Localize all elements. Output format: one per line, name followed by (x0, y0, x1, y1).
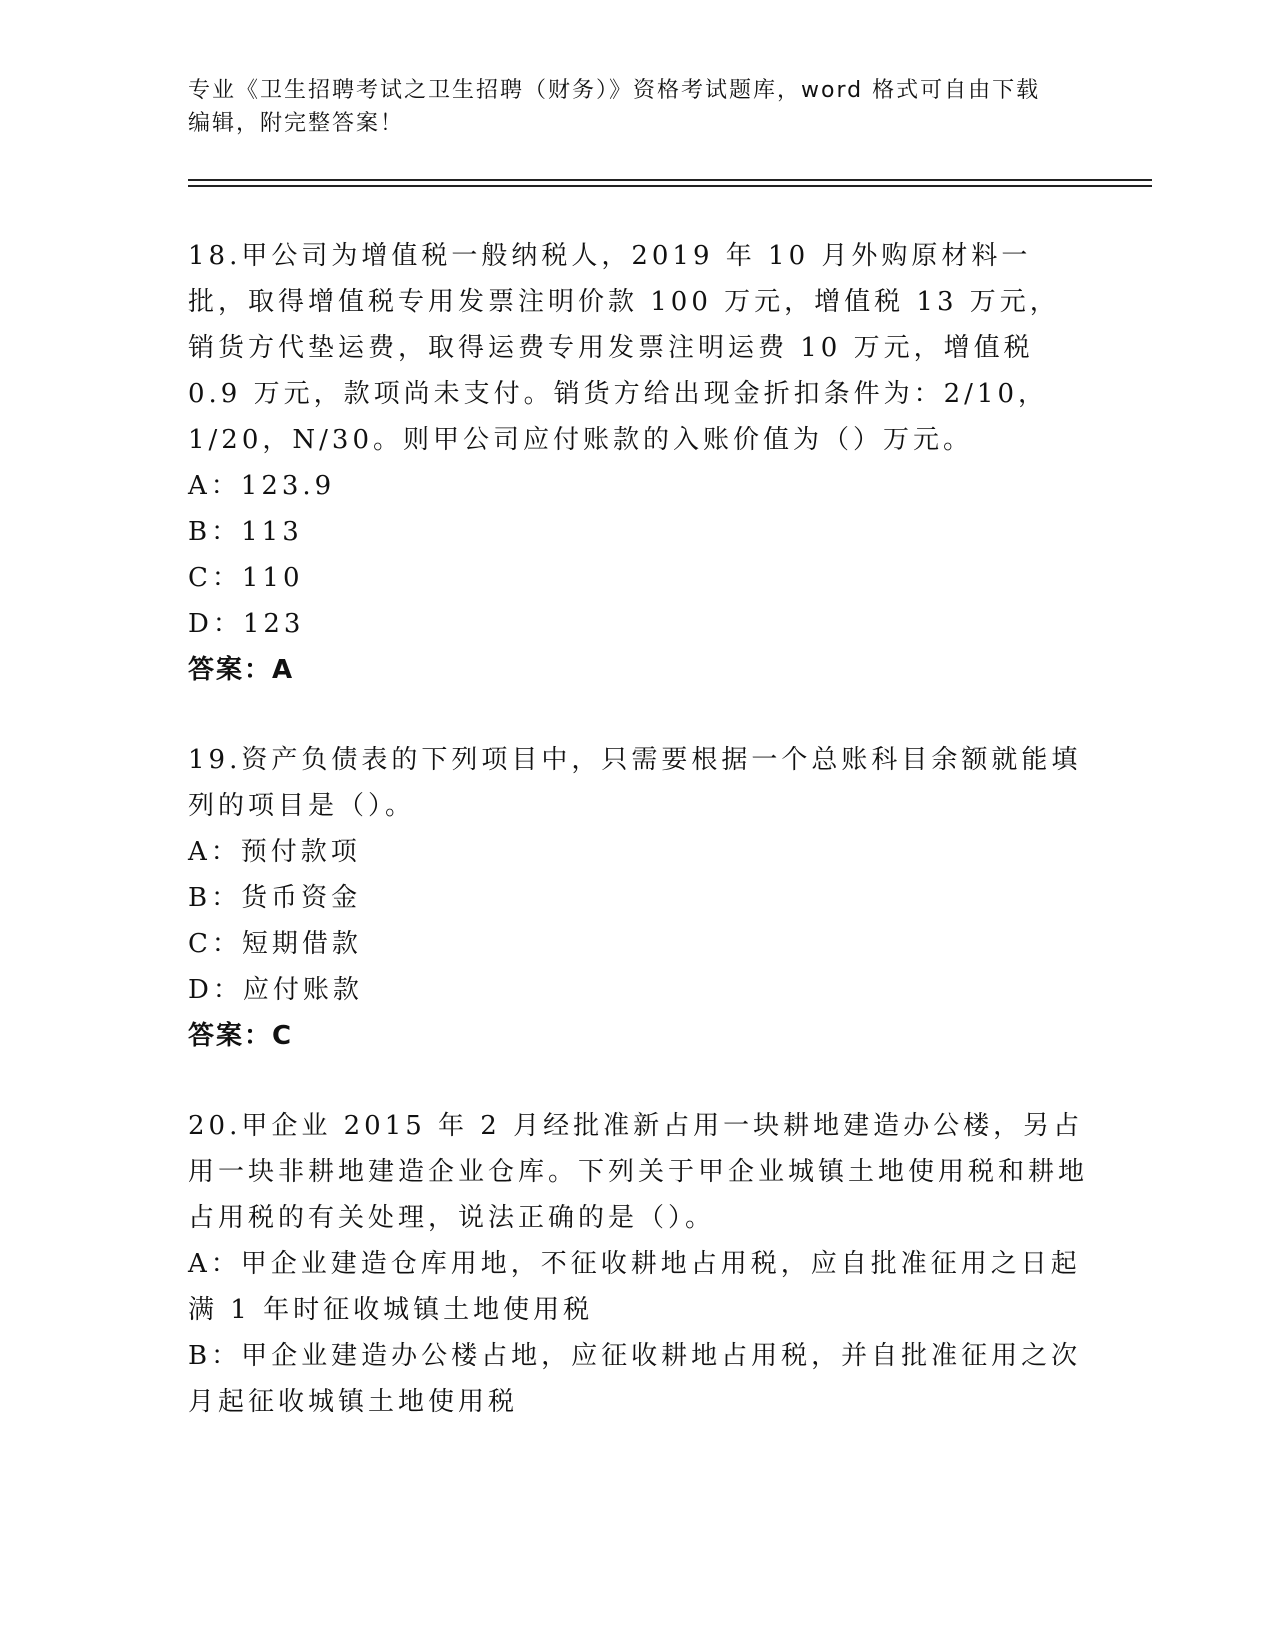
option-a: A：甲企业建造仓库用地，不征收耕地占用税，应自批准征用之日起满 1 年时征收城镇土地使用税 (188, 1249, 1081, 1325)
document-header (188, 74, 1068, 140)
question-18 (188, 233, 1088, 693)
question-20 (188, 1103, 1088, 1425)
header-line-2: 编辑，附完整答案！ (188, 111, 405, 136)
option-a: A：123.9 (188, 471, 336, 501)
header-divider-top (188, 179, 1152, 181)
option-b: B：甲企业建造办公楼占地，应征收耕地占用税，并自批准征用之次月起征收城镇土地使用税 (188, 1341, 1082, 1417)
question-19 (188, 737, 1088, 1059)
option-c: C：110 (188, 563, 304, 593)
question-stem: 20.甲企业 2015 年 2 月经批准新占用一块耕地建造办公楼，另占用一块非耕地建造企业仓库。下列关于甲企业城镇土地使用税和耕地占用税的有关处理，说法正确的是（）。 (188, 1111, 1089, 1233)
header-line-1: 专业《卫生招聘考试之卫生招聘（财务）》资格考试题库，word 格式可自由下载 (188, 78, 1041, 103)
option-a: A：预付款项 (188, 837, 361, 867)
question-stem: 18.甲公司为增值税一般纳税人，2019 年 10 月外购原材料一批，取得增值税专用发票注明价款 100 万元，增值税 13 万元，销货方代垫运费，取得运费专用发票注明运费 10 万元，增值税 0.9 万元，款项尚未支付。销货方给出现金折扣条件为：2/10，1/20，N/30。则甲公司应付账款的入账价值为（）万元。 (188, 241, 1060, 455)
header-divider-bottom (188, 185, 1152, 187)
option-b: B：货币资金 (188, 883, 362, 913)
answer-label: 答案：C (188, 1021, 294, 1051)
option-c: C：短期借款 (188, 929, 362, 959)
option-d: D：123 (188, 609, 305, 639)
answer-label: 答案：A (188, 655, 295, 685)
option-b: B：113 (188, 517, 303, 547)
option-d: D：应付账款 (188, 975, 363, 1005)
question-list (188, 233, 1088, 1425)
question-stem: 19.资产负债表的下列项目中，只需要根据一个总账科目余额就能填列的项目是（）。 (188, 745, 1082, 821)
